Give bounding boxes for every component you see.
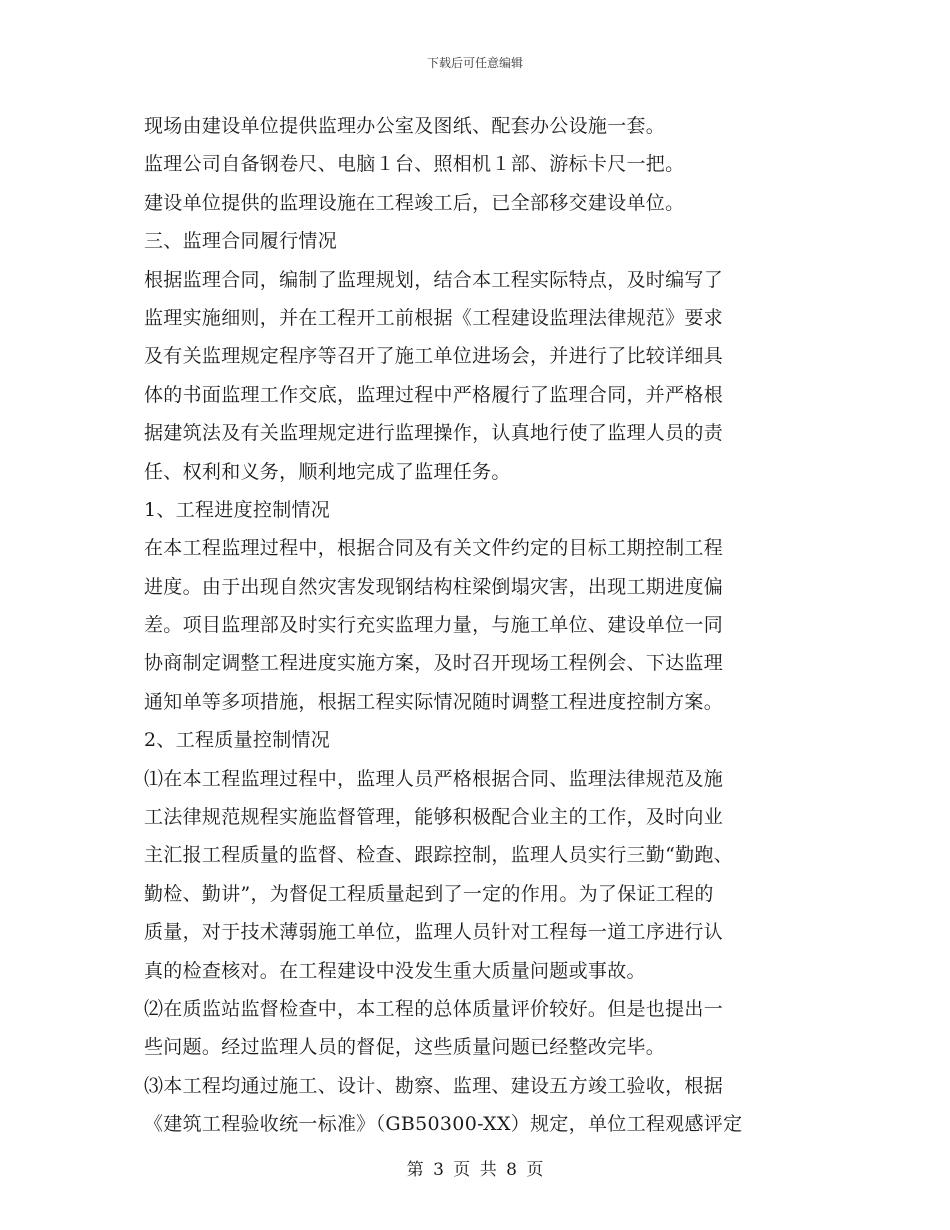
text-line: 及有关监理规定程序等召开了施工单位进场会，并进行了比较详细具 [144,345,724,368]
text-line: 主汇报工程质量的监督、检查、跟踪控制，监理人员实行三勤“勤跑、 [144,844,734,867]
text-line: 监理实施细则，并在工程开工前根据《工程建设监理法律规范》要求 [144,306,724,329]
text-line: 通知单等多项措施，根据工程实际情况随时调整工程进度控制方案。 [144,690,724,713]
section-heading: 三、监理合同履行情况 [144,230,338,253]
text-line: ⑴在本工程监理过程中，监理人员严格根据合同、监理法律规范及施 [144,767,724,790]
text-line: 据建筑法及有关监理规定进行监理操作，认真地行使了监理人员的责 [144,422,724,445]
text-line: 《建筑工程验收统一标准》（GB50300-XX）规定，单位工程观感评定 [144,1113,743,1136]
text-line: ⑵在质监站监督检查中，本工程的总体质量评价较好。但是也提出一 [144,997,724,1020]
text-line: 真的检查核对。在工程建设中没发生重大质量问题或事故。 [144,959,646,982]
text-line: ⑶本工程均通过施工、设计、勘察、监理、建设五方竣工验收，根据 [144,1074,724,1097]
text-line: 根据监理合同，编制了监理规划，结合本工程实际特点，及时编写了 [144,268,724,291]
document-body [144,107,804,1144]
text-line: 些问题。经过监理人员的督促，这些质量问题已经整改完毕。 [144,1036,666,1059]
text-line: 进度。由于出现自然灾害发现钢结构柱梁倒塌灾害，出现工期进度偏 [144,575,724,598]
text-line: 监理公司自备钢卷尺、电脑１台、照相机１部、游标卡尺一把。 [144,153,685,176]
subsection-heading: 1、工程进度控制情况 [144,498,331,521]
page-header: 下载后可任意编辑 [426,56,523,70]
text-line: 质量，对于技术薄弱施工单位，监理人员针对工程每一道工序进行认 [144,921,724,944]
text-line: 现场由建设单位提供监理办公室及图纸、配套办公设施一套。 [144,115,666,137]
subsection-heading: 2、工程质量控制情况 [144,729,331,752]
text-line: 任、权利和义务，顺利地完成了监理任务。 [144,460,511,483]
text-line: 勤检、勤讲”，为督促工程质量起到了一定的作用。为了保证工程的 [144,882,714,905]
text-line: 差。项目监理部及时实行充实监理力量，与施工单位、建设单位一同 [144,614,724,637]
text-line: 协商制定调整工程进度实施方案，及时召开现场工程例会、下达监理 [144,652,724,675]
text-line: 建设单位提供的监理设施在工程竣工后，已全部移交建设单位。 [144,191,685,214]
page-number-footer: 第 3 页 共 8 页 [406,1160,544,1180]
text-line: 工法律规范规程实施监督管理，能够积极配合业主的工作，及时向业 [144,806,724,829]
text-line: 在本工程监理过程中，根据合同及有关文件约定的目标工期控制工程 [144,537,724,560]
text-line: 体的书面监理工作交底，监理过程中严格履行了监理合同，并严格根 [144,383,724,406]
